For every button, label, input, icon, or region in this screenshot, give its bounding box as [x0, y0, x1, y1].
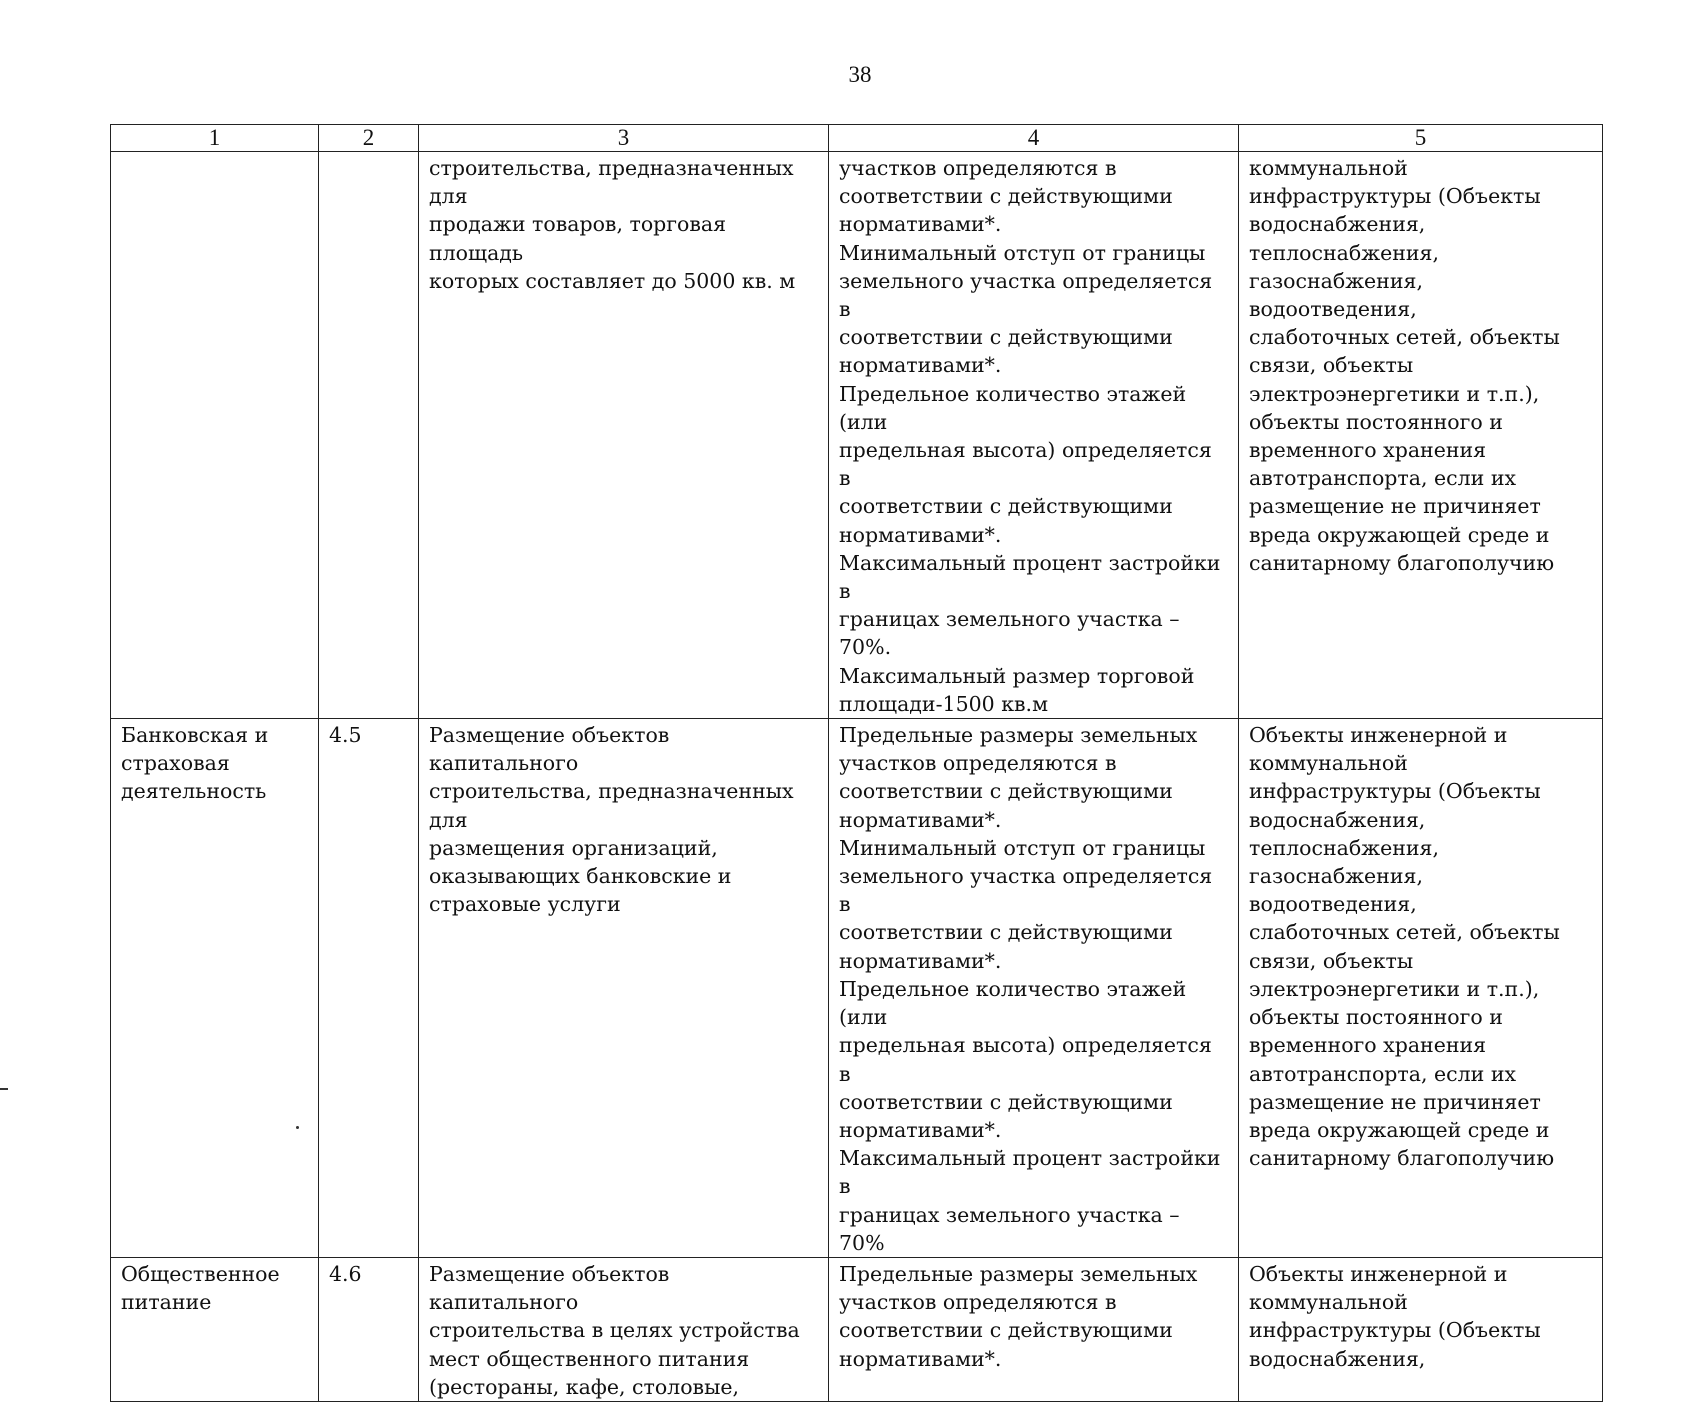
zoning-table [110, 124, 1603, 1402]
header-col-3: 3 [419, 125, 829, 152]
description-cell: Размещение объектов капитального строительства, предназначенных для размещения организаций, оказывающих банковские и страховые услуги [419, 719, 829, 1258]
parameters-cell: Предельные размеры земельных участков определяются в соответствии с действующими нормативами*. Минимальный отступ от границы земельного участка определяется в соответствии с действующими нормативами*. Предельное количество этажей (или предельная высота) определяется в соответствии с действующими нормативами*. Максимальный процент застройки в границах земельного участка – 70% [829, 719, 1239, 1258]
header-col-4: 4 [829, 125, 1239, 152]
header-row [111, 125, 1603, 152]
use-code-cell [319, 152, 419, 719]
use-code-cell: 4.6 [319, 1257, 419, 1401]
table-row [111, 152, 1603, 719]
use-name-cell: Общественное питание [111, 1257, 319, 1401]
auxiliary-uses-cell: Объекты инженерной и коммунальной инфраструктуры (Объекты водоснабжения, теплоснабжения, газоснабжения, водоотведения, слаботочных сетей, объекты связи, объекты электроэнергетики и т.п.), объекты постоянного и временного хранения автотранспорта, если их размещение не причиняет вреда окружающей среде и санитарному благополучию [1239, 719, 1603, 1258]
header-col-1: 1 [111, 125, 319, 152]
auxiliary-uses-cell: Объекты инженерной и коммунальной инфраструктуры (Объекты водоснабжения, [1239, 1257, 1603, 1401]
scan-dot [296, 1126, 299, 1129]
table-row [111, 1257, 1603, 1401]
header-col-2: 2 [319, 125, 419, 152]
table-row [111, 719, 1603, 1258]
use-name-cell [111, 152, 319, 719]
header-col-5: 5 [1239, 125, 1603, 152]
margin-mark [0, 1088, 8, 1090]
parameters-cell: участков определяются в соответствии с действующими нормативами*. Минимальный отступ от границы земельного участка определяется в соответствии с действующими нормативами*. Предельное количество этажей (или предельная высота) определяется в соответствии с действующими нормативами*. Максимальный процент застройки в границах земельного участка – 70%. Максимальный размер торговой площади-1500 кв.м [829, 152, 1239, 719]
auxiliary-uses-cell: коммунальной инфраструктуры (Объекты водоснабжения, теплоснабжения, газоснабжения, водоотведения, слаботочных сетей, объекты связи, объекты электроэнергетики и т.п.), объекты постоянного и временного хранения автотранспорта, если их размещение не причиняет вреда окружающей среде и санитарному благополучию [1239, 152, 1603, 719]
use-code-cell: 4.5 [319, 719, 419, 1258]
use-name-cell: Банковская и страховая деятельность [111, 719, 319, 1258]
description-cell: строительства, предназначенных для продажи товаров, торговая площадь которых составляет до 5000 кв. м [419, 152, 829, 719]
description-cell: Размещение объектов капитального строительства в целях устройства мест общественного питания (рестораны, кафе, столовые, [419, 1257, 829, 1401]
parameters-cell: Предельные размеры земельных участков определяются в соответствии с действующими нормативами*. [829, 1257, 1239, 1401]
page-number: 38 [848, 62, 872, 87]
